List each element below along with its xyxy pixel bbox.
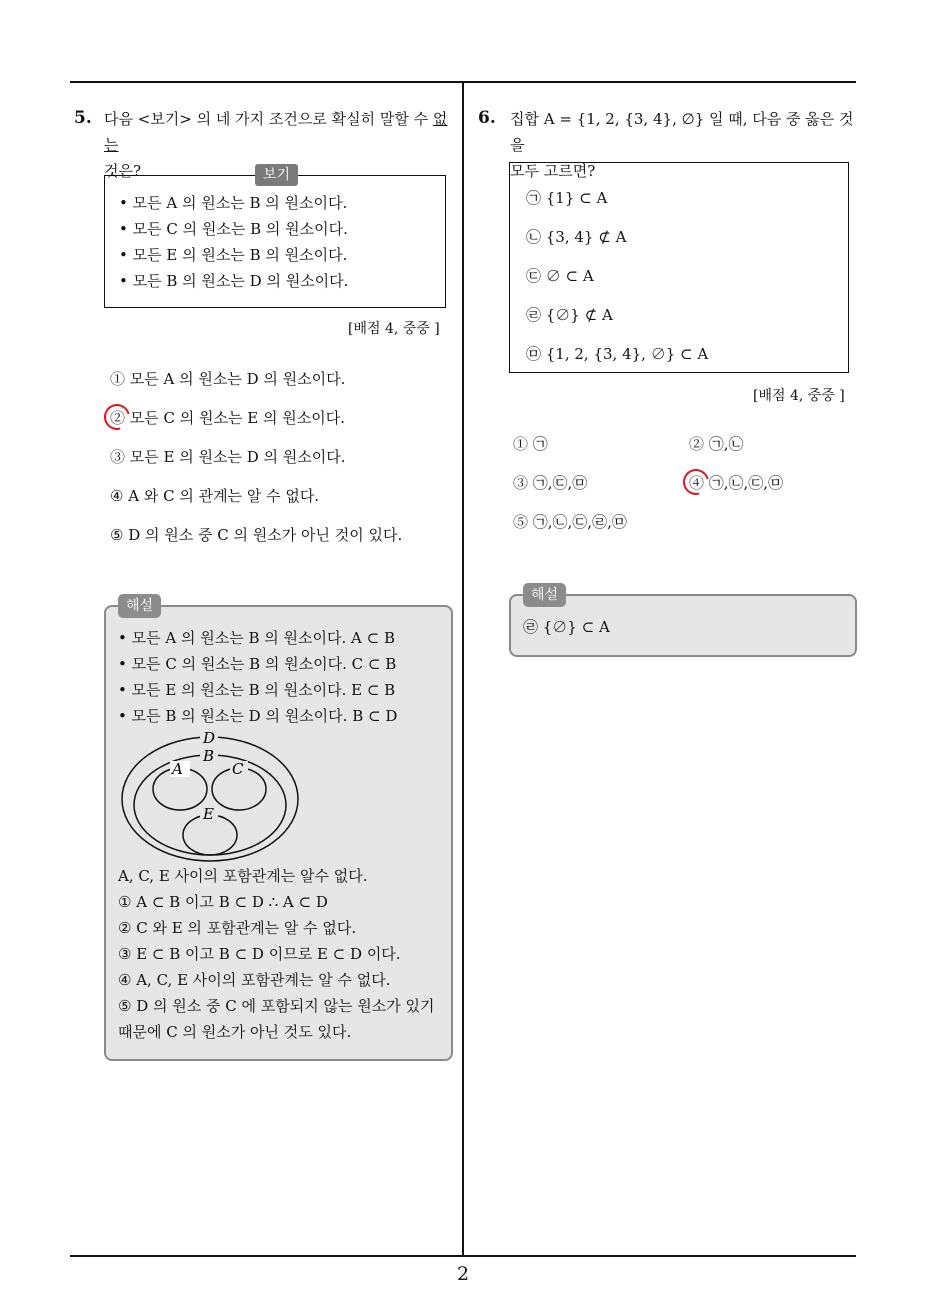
- q5-condition: • 모든 A 의 원소는 B 의 원소이다.: [119, 194, 348, 212]
- q5-solution-line: • 모든 E 의 원소는 B 의 원소이다. E ⊂ B: [118, 681, 396, 699]
- q6-score: [배점 4, 중중 ]: [753, 388, 845, 404]
- q5-choice-2[interactable]: ② 모든 C 의 원소는 E 의 원소이다.: [110, 409, 345, 427]
- q5-explanation: ② C 와 E 의 포함관계는 알 수 없다.: [118, 919, 357, 937]
- q6-statement: ㉠ {1} ⊂ A: [526, 189, 608, 207]
- q5-stem-prefix: 다음 <보기> 의 네 가지 조건으로 확실히 말할 수: [104, 110, 433, 128]
- column-divider: [462, 82, 464, 1256]
- page-number: 2: [456, 1263, 470, 1285]
- q6-choice-2[interactable]: ② ㉠,㉡: [689, 435, 744, 453]
- venn-label-c: C: [232, 760, 244, 778]
- q5-explanation: ④ A, C, E 사이의 포함관계는 알 수 없다.: [118, 971, 391, 989]
- q5-condition: • 모든 E 의 원소는 B 의 원소이다.: [119, 246, 348, 264]
- q6-solution-text: ㉣ {∅} ⊂ A: [523, 618, 610, 636]
- q5-explanation: 때문에 C 의 원소가 아닌 것도 있다.: [118, 1023, 352, 1041]
- venn-label-e: E: [203, 805, 214, 823]
- q5-explanation: ⑤ D 의 원소 중 C 에 포함되지 않는 원소가 있기: [118, 997, 435, 1015]
- venn-label-b: B: [203, 747, 215, 765]
- q5-conditions-box: [104, 175, 446, 308]
- answer-mark-circle: [678, 464, 714, 500]
- q5-box-label: 보기: [255, 164, 298, 186]
- q5-solution-line: • 모든 C 의 원소는 B 의 원소이다. C ⊂ B: [118, 655, 397, 673]
- q5-condition: • 모든 B 의 원소는 D 의 원소이다.: [119, 272, 349, 290]
- venn-label-a: A: [172, 760, 183, 778]
- q5-solution-line: • 모든 B 의 원소는 D 의 원소이다. B ⊂ D: [118, 707, 398, 725]
- bottom-rule: [70, 1255, 856, 1257]
- q5-choice-5[interactable]: ⑤ D 의 원소 중 C 의 원소가 아닌 것이 있다.: [110, 526, 403, 544]
- q5-choice-3[interactable]: ③ 모든 E 의 원소는 D 의 원소이다.: [110, 448, 346, 466]
- answer-mark-circle: [99, 399, 135, 435]
- q6-choice-3[interactable]: ③ ㉠,㉢,㉤: [513, 474, 588, 492]
- q5-solution-box: [104, 605, 453, 1061]
- q5-explanation: A, C, E 사이의 포함관계는 알수 없다.: [118, 867, 368, 885]
- q5-condition: • 모든 C 의 원소는 B 의 원소이다.: [119, 220, 348, 238]
- venn-diagram: [116, 727, 306, 867]
- q6-solution-label: 해설: [523, 583, 566, 607]
- q5-explanation: ① A ⊂ B 이고 B ⊂ D ∴ A ⊂ D: [118, 893, 328, 911]
- q6-statement: ㉣ {∅} ⊄ A: [526, 306, 613, 324]
- q5-number: 5.: [74, 108, 92, 128]
- q6-statement: ㉤ {1, 2, {3, 4}, ∅} ⊂ A: [526, 345, 709, 363]
- q5-score: [배점 4, 중중 ]: [348, 321, 440, 337]
- q5-solution-label: 해설: [118, 594, 161, 618]
- q6-statement: ㉡ {3, 4} ⊄ A: [526, 228, 627, 246]
- q6-choice-1[interactable]: ① ㉠: [513, 435, 548, 453]
- q5-explanation: ③ E ⊂ B 이고 B ⊂ D 이므로 E ⊂ D 이다.: [118, 945, 401, 963]
- q6-statement: ㉢ ∅ ⊂ A: [526, 267, 594, 285]
- venn-label-d: D: [203, 729, 216, 747]
- q6-choice-5[interactable]: ⑤ ㉠,㉡,㉢,㉣,㉤: [513, 513, 627, 531]
- q6-statements-box: [509, 162, 849, 373]
- q6-stem-line1: 집합 A = {1, 2, {3, 4}, ∅} 일 때, 다음 중 옳은 것을: [510, 110, 854, 154]
- q6-choice-4[interactable]: ④ ㉠,㉡,㉢,㉤: [689, 474, 784, 492]
- q6-stem-line2: 모두 고르면?: [510, 162, 596, 180]
- q5-stem-suffix: 것은?: [104, 162, 142, 180]
- q5-stem-underlined: 없는: [104, 110, 448, 154]
- q5-choice-4[interactable]: ④ A 와 C 의 관계는 알 수 없다.: [110, 487, 320, 505]
- q5-choice-1[interactable]: ① 모든 A 의 원소는 D 의 원소이다.: [110, 370, 346, 388]
- q6-number: 6.: [478, 108, 496, 128]
- q5-solution-line: • 모든 A 의 원소는 B 의 원소이다. A ⊂ B: [118, 629, 395, 647]
